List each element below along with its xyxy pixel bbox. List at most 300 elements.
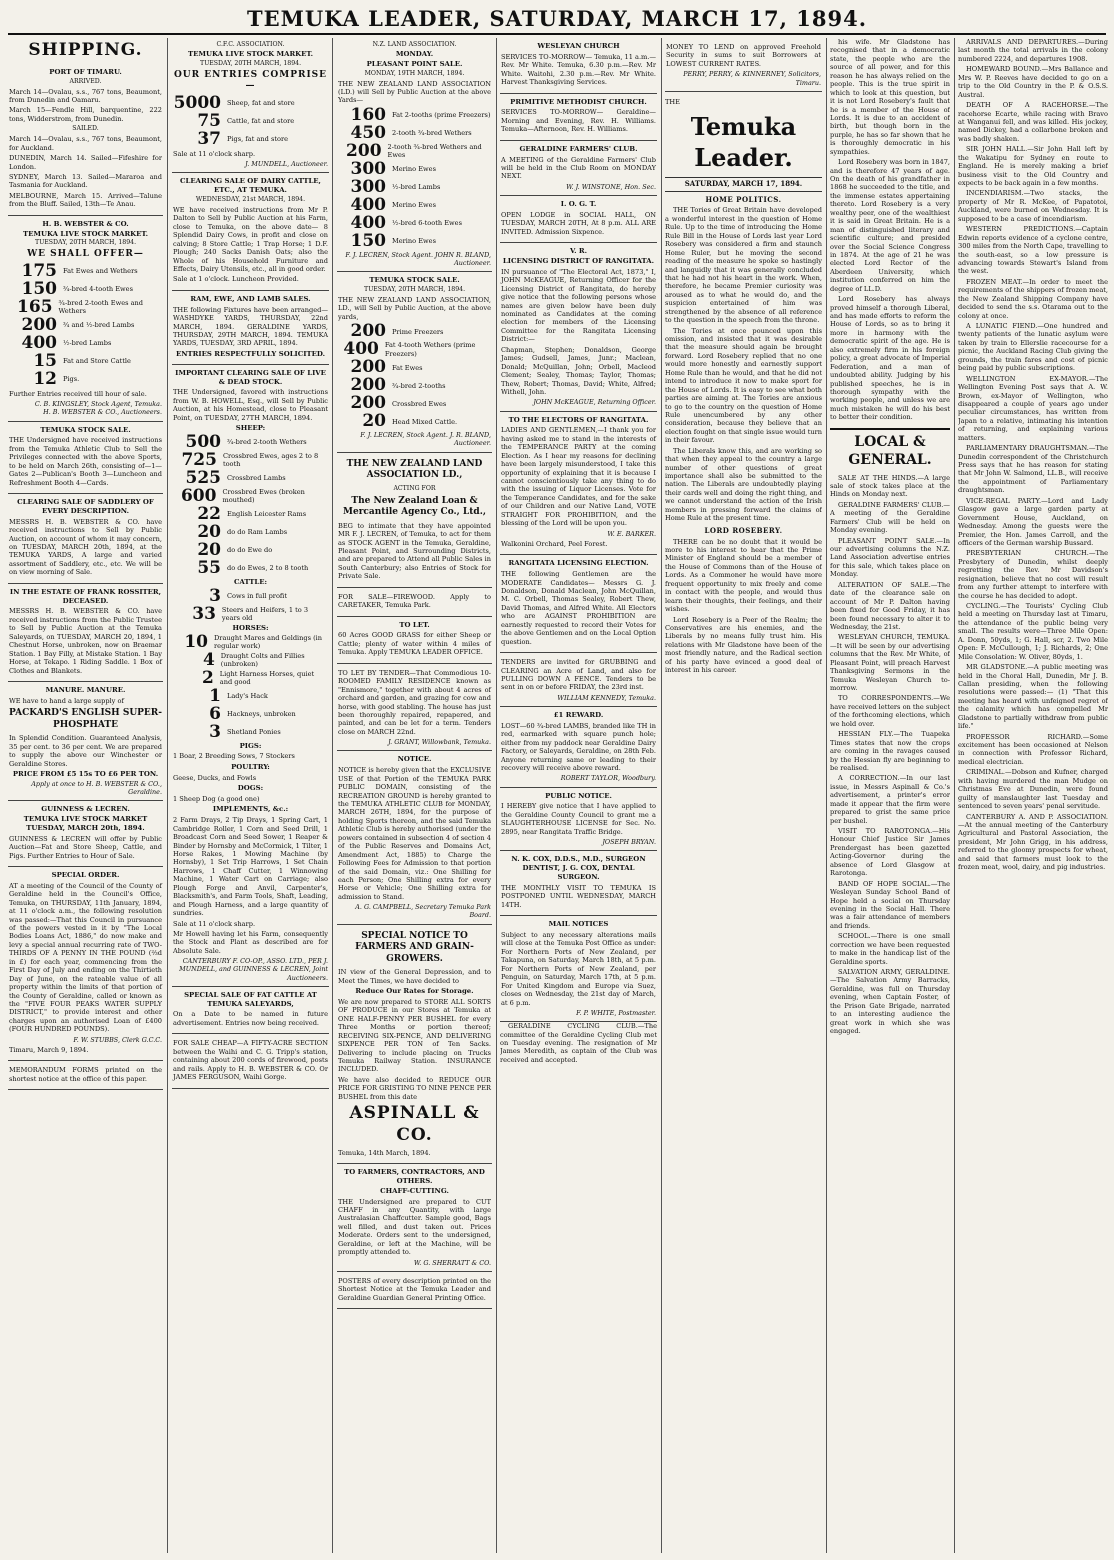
ad-body: SERVICES TO-MORROW— Geraldine—Morning and Evening, Rev. H. Williams. Temuka—Afternoon, Rev. H. Williams. bbox=[501, 108, 656, 134]
signature: JOHN McKEAGUE, Returning Officer. bbox=[533, 398, 656, 407]
lot-description: Lady's Hack bbox=[227, 691, 268, 700]
leader-the: THE bbox=[665, 97, 680, 106]
local-general-title: LOCAL & GENERAL. bbox=[830, 428, 950, 470]
lot-quantity: 500 bbox=[185, 431, 221, 452]
dairy-ad bbox=[172, 173, 329, 291]
lot-description: ¾-bred 2-tooth Wethers bbox=[227, 438, 307, 447]
lot-quantity: 200 bbox=[350, 357, 386, 378]
lot-quantity: 200 bbox=[346, 140, 382, 161]
ad-title: CLEARING SALE OF DAIRY CATTLE, ETC., AT TEMUKA. bbox=[180, 177, 321, 195]
notice-ad bbox=[337, 751, 492, 924]
arrived-label: ARRIVED. bbox=[69, 77, 102, 85]
article-paragraph: Lord Rosebery is a Peer of the Realm; the Conservatives are his enemies, and the Liberals by no means fully trust him. His relations with Mr Gladstone have been of the most friendly nature, and the Radical section of his party have evinced a good deal of interest in his career. bbox=[665, 615, 822, 675]
lot-quantity: 400 bbox=[21, 332, 57, 353]
lot-quantity: 20 bbox=[362, 411, 386, 432]
entries-note: Further Entries received till hour of sale. bbox=[9, 389, 147, 398]
reward-ad bbox=[500, 707, 657, 788]
ad-body: Subject to any necessary alterations mails will close at the Temuka Post Office as under: For Northern Ports of New Zealand, per Takapuna, on Saturday, March 18th, at 5 p.m. For Northern Ports of New Zealand, per Penguin, on Saturday, March 17th, at 5 p.m. For United Kingdom and Europe via Suez, closes on Wednesday, the 21st day of March, at 6 p.m. bbox=[501, 931, 656, 1007]
sheep-label: SHEEP: bbox=[235, 424, 266, 433]
ad-title: I. O. G. T. bbox=[560, 200, 597, 209]
ad-body: WE have received instructions from Mr P. Dalton to Sell by Public Auction at his Farm, close to Temuka, on the above date— 8 Splendid Dairy Cows, in profit and close on calving; 8 Store Cattle; 1 Trap Horse; 1 D.F. Plough; 240 Sacks Danish Oats; also the Whole of his Household Furniture and Effects, Dairy Utensils, etc., all in good order. bbox=[173, 205, 328, 274]
lot-quantity: 3 bbox=[209, 585, 221, 606]
article-paragraph: CANTERBURY A. AND P. ASSOCIATION.—At the annual meeting of the Canterbury Agricultural and Pastoral Association, the president, Mr John Grigg, in his address, referred to the gloomy prospects for wheat, and said that farmers must look to the frozen meat, wool, dairy, and pig industries. bbox=[958, 812, 1108, 872]
masthead-rule bbox=[8, 33, 1106, 35]
article-paragraph: WELLINGTON EX-MAYOR.—The Wellington Evening Post says that A. W. Brown, ex-Mayor of Wellington, who disappeared a couple of years ago under peculiar circumstances, has written from Japan to a relative, intimating his intention of returning, and explaining various matters. bbox=[958, 374, 1108, 442]
lot-quantity: 200 bbox=[21, 314, 57, 335]
article-paragraph: his wife. Mr Gladstone has recognised that in a democratic state, the people who are the source of all power, and for this reason he has always relied on the people. This is the true spirit in which to look at this question, but it is not Lord Rosebery's fault that he is a member of the House of Lords. It is due to an accident of birth, but though born in the purple, he has so far shown that he is thoroughly democratic in his sympathies. bbox=[830, 38, 950, 156]
lot-row bbox=[173, 585, 328, 606]
lot-quantity: 525 bbox=[185, 467, 221, 488]
lot-description: ¾-bred 2-tooths bbox=[392, 381, 446, 390]
market-title: TEMUKA LIVE STOCK MARKET. bbox=[22, 229, 149, 238]
ad-body: THE Undersigned have received instructions from the Temuka Athletic Club to Sell the Privileges connected with the above Sports, to be held on March 26th, consisting of—1—Gates 2—Publican's Booth 3—Luncheon and Refreshment Booth 4—Cards. bbox=[9, 436, 162, 487]
article-paragraph: ARRIVALS AND DEPARTURES.—During last month the total arrivals in the colony numbered 2224, and departures 1908. bbox=[958, 38, 1108, 63]
lot-row bbox=[338, 413, 491, 430]
lot-quantity: 200 bbox=[350, 375, 386, 396]
ad-subtitle: ACTING FOR bbox=[393, 484, 436, 492]
lot-description: Fat Ewes and Wethers bbox=[63, 267, 138, 276]
moderate-ad bbox=[500, 555, 657, 653]
article-paragraph: SIR JOHN HALL.—Sir John Hall left by the Wakatipu for Sydney en route to England. He is merely making a brief business visit to the Old Country and expects to be back again in a few months. bbox=[958, 145, 1108, 187]
lot-quantity: 400 bbox=[350, 212, 386, 233]
cycling-club-note bbox=[500, 1022, 657, 1064]
lot-description: 2-tooth ¾-bred Wethers bbox=[392, 129, 472, 138]
signature: F. W. STUBBS, Clerk G.C.C. bbox=[73, 1035, 162, 1044]
ad-title: N. K. COX, D.D.S., M.D., SURGEON DENTIST, J. G. COX, DENTAL SURGEON. bbox=[511, 855, 646, 882]
article-paragraph: Lord Rosebery has always proved himself a thorough Liberal, and has made efforts to reform the House of Lords, so as to bring it more in harmony with the democratic spirit of the age. He is also extremely firm in his foreign policy, a great advocate of Imperial Federation, and a man of undoubted ability. Judging by his published speeches, he is in thorough sympathy with the working people, and unless we are much mistaken he will do his best to better their condition. bbox=[830, 295, 950, 422]
ad-date: WEDNESDAY, 21st MARCH, 1894. bbox=[195, 196, 306, 204]
lot-list bbox=[173, 431, 328, 578]
lot-row bbox=[338, 359, 491, 376]
ad-body: THE following Gentlemen are the MODERATE Candidates— Messrs G. J. Donaldson, Donald Maclean, John McQuillan, M. C. Orbell, Thomas Sealey, Robert Thew, David Thomas, and Alfred White. All Electors who are AGAINST PROHIBITION are earnestly requested to record their Votes for the above Gentlemen and on the Local Option question. bbox=[501, 570, 656, 646]
lot-description: do do Ram Lambs bbox=[227, 528, 288, 537]
ad-title: TO THE ELECTORS OF RANGITATA. bbox=[508, 415, 649, 424]
column-5 bbox=[665, 38, 822, 1553]
ad-body: LOST—60 ¾-bred LAMBS, branded like TH in red, earmarked with square punch hole; either from my paddock near Geraldine Dairy Factory, or Saleyards, Geraldine, on 28th Feb. Anyone returning same or leading to their recovery will receive above reward. bbox=[501, 721, 656, 773]
ad-body: THE NEW ZEALAND LAND ASSOCIATION, LD., will Sell by Public Auction, at the above yards, bbox=[338, 295, 491, 321]
lot-description: Fat Ewes bbox=[392, 363, 423, 372]
lot-row bbox=[173, 539, 328, 560]
lot-description: Pigs, fat and store bbox=[227, 135, 289, 144]
article-paragraph: THERE can be no doubt that it would be more to his interest to hear that the Prime Minister of England should be a member of the House of Commons than of the House of Lords. As a Commoner he would have more frequent opportunity to mix freely and come in contact with the people, and would thus learn their thoughts, their feelings, and their wishes. bbox=[665, 537, 822, 614]
lot-row bbox=[338, 158, 491, 179]
lot-description: Merino Ewes bbox=[392, 201, 436, 210]
article-paragraph: INCENDIARISM.—Two stacks, the property of Mr R. McKee, of Papatotoi, Auckland, were burned on Wednesday. It is supposed to be a case of incendiarism. bbox=[958, 189, 1108, 223]
article-paragraph: TO CORRESPONDENTS.—We have received letters on the subject of the forthcoming elections, which we hold over. bbox=[830, 694, 950, 728]
ad-body: TO LET BY TENDER—That Commodious 10-ROOMED FAMILY RESIDENCE known as "Ennismore," together with about 4 acres of orchard and garden, and grazing for cow and horse, with good stabling. The house has just been thoroughly repaired, repapered, and painted, and can be let for a term. Tenders close on MARCH 22nd. bbox=[338, 668, 491, 736]
money-ad bbox=[665, 38, 822, 92]
lot-row bbox=[173, 721, 328, 742]
lot-description: do do Ewe do bbox=[227, 546, 273, 555]
ad-header: N.Z. LAND ASSOCIATION. bbox=[372, 41, 457, 48]
lot-description: Merino Ewes bbox=[392, 237, 436, 246]
port-title: PORT OF TIMARU. bbox=[49, 67, 122, 76]
lot-row bbox=[338, 341, 491, 358]
lot-description: English Leicester Rams bbox=[227, 510, 307, 519]
ad-body: TENDERS are invited for GRUBBING and CLEARING an Acre of Land, and also for PULLING DOWN A FENCE. Tenders to be sent in on or before FRIDAY, the 23rd inst. bbox=[501, 658, 656, 692]
article-paragraph: MR GLADSTONE.—A public meeting was held in the Choral Hall, Dunedin, Mr J. B. Callan presiding, when the following resolutions were passed:— (1) "That this meeting has heard with unfeigned regret of the calamity which has compelled Mr Gladstone to partially withdraw from public life." bbox=[958, 663, 1108, 731]
ad-title: CHAFF-CUTTING. bbox=[380, 1186, 449, 1195]
packard-title: PACKARD'S ENGLISH SUPER-PHOSPHATE bbox=[9, 708, 163, 730]
article-paragraph: PROFESSOR RICHARD.—Some excitement has been occasioned at Nelson in connection with Professor Richard, medical electrician. bbox=[958, 732, 1108, 766]
temuka-stock-sale-ad bbox=[337, 272, 492, 452]
column-divider bbox=[332, 38, 333, 1553]
cattle-label: CATTLE: bbox=[233, 577, 268, 586]
column-3 bbox=[337, 38, 492, 1553]
column-6 bbox=[830, 38, 950, 1553]
lot-description: Merino Ewes bbox=[392, 165, 436, 174]
article-paragraph: ALTERATION OF SALE.—The date of the clearance sale on account of Mr P. Dalton having been fixed for Good Friday, it has been found necessary to alter it to Wednesday, the 21st. bbox=[830, 580, 950, 631]
ad-body: WE have to hand a large supply of bbox=[9, 696, 124, 705]
masthead-title: TEMUKA LEADER, SATURDAY, MARCH 17, 1894. bbox=[246, 6, 868, 31]
signature: JOSEPH BRYAN. bbox=[602, 838, 656, 847]
lot-quantity: 1 bbox=[209, 685, 221, 706]
farmers-club-ad bbox=[500, 141, 657, 196]
column-divider bbox=[954, 38, 955, 1553]
signature: J. GRANT, Willowbank, Temuka. bbox=[388, 738, 491, 747]
dentist-ad bbox=[500, 851, 657, 916]
iogt-ad bbox=[500, 196, 657, 243]
signature: PERRY, PERRY, & KINNERNEY, Solicitors, Timaru. bbox=[683, 70, 821, 87]
lot-description: Draught Colts and Fillies (unbroken) bbox=[220, 651, 305, 669]
rosebery-continued bbox=[830, 38, 950, 422]
ad-body: Walkonini Orchard, Peel Forest. bbox=[501, 539, 608, 548]
lot-quantity: 400 bbox=[350, 194, 386, 215]
article-paragraph: BAND OF HOPE SOCIAL.—The Wesleyan Sunday School Band of Hope held a social on Thursday evening in the Social Hall. There was a fair attendance of members and friends. bbox=[830, 879, 950, 930]
lot-list bbox=[338, 104, 491, 251]
article-paragraph: CRIMINAL.—Dobson and Kufner, charged with having murdered the man Mudge on Christmas Eve at Dunedin, were found guilty of manslaughter last Tuesday and sentenced to seven years' penal servitude. bbox=[958, 768, 1108, 811]
to-let-ad bbox=[337, 617, 492, 664]
lot-quantity: 200 bbox=[350, 321, 386, 342]
ad-banner: GUINNESS & LECREN. bbox=[41, 805, 130, 814]
ad-date: Timaru, March 9, 1894. bbox=[9, 1045, 89, 1054]
ad-body: THE MONTHLY VISIT TO TEMUKA IS POSTPONED UNTIL WEDNESDAY, MARCH 14TH. bbox=[501, 883, 656, 909]
article-paragraph: VICE-REGAL PARTY.—Lord and Lady Glasgow gave a large garden party at Government House, Auckland, on Wednesday. Among the guests were the Premier, the Hon. James Carroll, and the officers of the German warship Bussard. bbox=[958, 496, 1108, 547]
lot-description: Fat 4-tooth Wethers (prime Freezers) bbox=[384, 341, 476, 358]
article-paragraph: Lord Rosebery was born in 1847, and is therefore 47 years of age. On the death of his grandfather in 1868 he succeeded to the title, and the immense estates appertaining thereto. Lord Rosebery is a very wealthy peer, one of the wealthiest it is said in Great Britain. He is a man of distinguished literary and scientific culture; and presided over the Social Science Congress in 1874. At the age of 21 he was elected Lord Rector of the Aberdeen University, which institution conferred on him the degree of LL.D. bbox=[830, 158, 950, 293]
ad-body: We are now prepared to STORE ALL SORTS OF PRODUCE in our Stores at Temuka at ONE HALF-PENNY PER BUSHEL for every Three Months or portion thereof; RECEIVING SIX-PENCE, AND DELIVERING SIXPENCE PER TON of Ten Sacks. Delivering to include placing on Trucks Temuka Railway Station. INSURANCE INCLUDED. bbox=[338, 997, 491, 1074]
ad-body: 1 Boar, 2 Breeding Sows, 7 Stockers bbox=[173, 752, 295, 761]
ad-body: AT a meeting of the Council of the County of Geraldine held in the Council's Office, Temuka, on THURSDAY, 11th January, 1894, at 11 o'clock a.m., the following resolution was passed:—That this Council in pursuance of the powers vested in it by "The Local Bodies Loans Act, 1886," do now make and levy a special annual recurring rate of TWO-THIRDS OF A PENNY IN THE POUND (⅔d in £) for each year, commencing from the First Day of July and ending on the Thirtieth Day of June, on the rateable value of all property within the limits of that portion of the County of Geraldine, called or known as the "FIVE FOUR PEAKS WATER SUPPLY DISTRICT," to provide interest and other charges upon an authorised Loan of £400 (FOUR HUNDRED POUNDS). bbox=[9, 881, 162, 1034]
ad-body: Sale at 11 o'clock sharp. bbox=[173, 149, 256, 158]
lot-description: Fat and Store Cattle bbox=[63, 357, 131, 366]
lot-description: ¾-bred 2-tooth Ewes and Wethers bbox=[58, 298, 144, 316]
cfc-market-ad bbox=[172, 38, 329, 173]
lot-description: Head Mixed Cattle. bbox=[392, 417, 458, 426]
memo-ad bbox=[8, 1061, 163, 1090]
ad-title: The New Zealand Loan & Mercantile Agency Co., Ltd., bbox=[343, 495, 486, 518]
lot-list bbox=[173, 585, 328, 624]
lot-quantity: 2 bbox=[201, 667, 214, 688]
lot-list bbox=[338, 323, 491, 430]
ad-title: NOTICE. bbox=[397, 755, 432, 764]
lot-description: Shetland Ponies bbox=[227, 727, 281, 736]
lot-quantity: 200 bbox=[350, 393, 386, 414]
article-paragraph: CYCLING.—The Tourists' Cycling Club held a meeting on Thursday last at Timaru, the attendance of the public being very small. The results were—Three Mile Open: A. Donn, 50yds, 1; G. Hall, scr, 2. Two Mile Open: F. McCullough, 1; J. Richards, 2; One Mile Consolation: W. Oliver, 80yds, 1. bbox=[958, 602, 1108, 661]
lot-row bbox=[173, 485, 328, 506]
article-title: LORD ROSEBERY. bbox=[704, 525, 783, 535]
posters-ad bbox=[337, 1272, 492, 1309]
dogs-label: DOGS: bbox=[237, 784, 264, 793]
lot-quantity: 5000 bbox=[173, 92, 221, 113]
arrival-entry: March 15—Fendle Hill, barquentine, 222 tons, Widderstrom, from Dunedin. bbox=[9, 106, 162, 123]
ram-ad bbox=[172, 291, 329, 365]
lot-description: ¾ and ½-bred Lambs bbox=[63, 321, 135, 330]
ad-body: 1 Sheep Dog (a good one) bbox=[173, 794, 260, 803]
public-notice-ad bbox=[500, 788, 657, 852]
lot-row bbox=[338, 122, 491, 143]
ad-body: IN view of the General Depression, and to Meet the Times, we have decided to bbox=[338, 968, 491, 985]
article-paragraph: The Tories at once pounced upon this omission, and insisted that it was desirable that the measure should again be brought forward. Lord Rosebery replied that no one would more honestly and earnestly support Home Rule than he would, and that he did not intend to introduce it now to make sport for the House of Lords. It is easy to see what both parties are aiming at. The Tories are anxious to go to the country on the question of Home Rule unencumbered by any other consideration, because they believe that an election fought on that single issue would turn in their favour. bbox=[665, 326, 822, 445]
lot-description: Light Harness Horses, quiet and good bbox=[219, 669, 315, 687]
signature: CANTERBURY F. CO-OP., ASSO. LTD., PER J. MUNDELL, and GUINNESS & LECREN, Joint Auctioneers. bbox=[179, 957, 328, 982]
leader-date: SATURDAY, MARCH 17, 1894. bbox=[665, 177, 822, 192]
price-line: PRICE FROM £5 15s TO £6 PER TON. bbox=[12, 770, 159, 778]
implements-label: IMPLEMENTS, &c.: bbox=[212, 805, 289, 814]
ad-body: IN pursuance of "The Electoral Act, 1873," I, JOHN McKEAGUE, Returning Officer for the Licensing District of Rangitata, do hereby give notice that the following persons whose names are given below have been duly nominated as Candidates at the coming election for members of the Licensing Committee for the Rangitata Licensing District:— bbox=[501, 267, 656, 344]
ad-body: A MEETING of the Geraldine Farmers' Club will be held in the Club Room on MONDAY NEXT. bbox=[501, 155, 656, 181]
lot-row bbox=[173, 467, 328, 488]
lot-description: Pigs. bbox=[63, 375, 80, 384]
lot-row bbox=[338, 176, 491, 197]
aspinall-ad bbox=[337, 925, 492, 1164]
tenders-ad bbox=[500, 653, 657, 707]
signature: ROBERT TAYLOR, Woodbury. bbox=[560, 774, 656, 783]
ad-body: GUINNESS & LECREN will offer by Public Auction—Fat and Store Sheep, Cattle, and Pigs. Further Entries to Hour of Sale. bbox=[9, 834, 162, 860]
signature: A. G. CAMPBELL, Secretary Temuka Park Board. bbox=[355, 903, 491, 920]
lot-description: Fat 2-tooths (prime Freezers) bbox=[392, 111, 491, 120]
aspinall-title: ASPINALL & CO. bbox=[349, 1103, 480, 1145]
lot-quantity: 22 bbox=[197, 503, 221, 524]
chaff-ad bbox=[337, 1164, 492, 1272]
signature: F. J. LECREN, Stock Agent. J. R. BLAND, Auctioneer. bbox=[360, 431, 491, 448]
tender-ad bbox=[337, 664, 492, 752]
lot-row bbox=[9, 350, 162, 371]
lot-description: ½-bred 6-tooth Ewes bbox=[392, 219, 462, 228]
ad-title: MONDAY. bbox=[395, 49, 434, 58]
article-paragraph: THE Tories of Great Britain have developed a wonderful interest in the question of Home Rule. Up to the time of introducing the Home Rule Bill in the House of Lords last year Lord Rosebery was considered a firm and staunch Home Ruler, but he moving the second reading of the measure he spoke so hastingly and languidly that it was generally concluded that he had not his heart in the work. When, therefore, he became Premier curiosity was aroused as to what he would do, and the suspicion entertained of him was strengthened by the absence of all reference to the question in the speech from the throne. bbox=[665, 206, 822, 325]
lot-description: ½-bred Lambs bbox=[63, 339, 112, 348]
poultry-label: POULTRY: bbox=[231, 762, 270, 771]
webster-banner: H. B. WEBSTER & CO. bbox=[42, 219, 129, 228]
sailed-label: SAILED. bbox=[72, 125, 99, 133]
lot-quantity: 160 bbox=[350, 104, 386, 125]
article-paragraph: A LUNATIC FIEND.—One hundred and twenty patients of the lunatic asylum were taken by train to Ellerslie racecourse for a picnic, the Auckland Racing Club giving the grounds, the train fares and cost of picnic being paid by public subscriptions. bbox=[958, 322, 1108, 373]
lot-row bbox=[173, 667, 328, 688]
lot-quantity: 3 bbox=[209, 721, 221, 742]
lot-quantity: 20 bbox=[197, 539, 221, 560]
lot-list bbox=[9, 260, 162, 389]
lot-row bbox=[173, 503, 328, 524]
lot-quantity: 33 bbox=[192, 603, 216, 624]
article-paragraph: The Liberals know this, and are working so that when they appeal to the country a large number of other questions of great importance shall also be submitted to the nation. The Liberals are undoubtedly playing their cards well and doing the right thing, and we cannot understand the action of the Irish members in pressing forward the claims of Home Rule at the present time. bbox=[665, 446, 822, 523]
lot-row bbox=[173, 703, 328, 724]
horses-label: HORSES: bbox=[232, 623, 269, 632]
ad-title: TO LET. bbox=[399, 620, 430, 629]
ad-body: THE Undersigned are prepared to CUT CHAFF in any Quantity, with large Australasian Chaffcutter. Sample good, Bags well filled, and dust taken out. Prices Moderate. Orders sent to the undersigned, Geraldine, or left at the Machine, will be promptly attended to. bbox=[338, 1197, 491, 1257]
article-paragraph: PLEASANT POINT SALE.—In our advertising columns the N.Z. Land Association advertise entries for this sale, which takes place on Monday. bbox=[830, 536, 950, 579]
lot-description: Crossbred Ewes, ages 2 to 8 tooth bbox=[222, 452, 319, 469]
for-sale-ad bbox=[172, 1034, 329, 1088]
ad-title: THE NEW ZEALAND LAND ASSOCIATION LD., bbox=[346, 458, 483, 481]
ad-body: POSTERS of every description printed on the Shortest Notice at the Temuka Leader and Geraldine Guardian General Printing Office. bbox=[338, 1276, 491, 1302]
lot-row bbox=[173, 431, 328, 452]
ad-body: BEG to intimate that they have appointed MR F. J. LECREN, of Temuka, to act for them as STOCK AGENT in the Temuka, Geraldine, Pleasant Point, and Surrounding Districts, and are prepared to Attend all Public Sales in South Canterbury; also Entries of Stock for Private Sale. bbox=[338, 521, 491, 581]
fat-cattle-ad bbox=[172, 987, 329, 1035]
lot-row bbox=[173, 685, 328, 706]
manure-ad bbox=[8, 682, 163, 801]
lot-description: ½-bred Lambs bbox=[392, 183, 441, 192]
signature: W. E. BARKER. bbox=[607, 529, 656, 538]
lot-quantity: 37 bbox=[197, 128, 221, 149]
mail-notices bbox=[500, 916, 657, 1022]
ad-body: OPEN LODGE in SOCIAL HALL, ON TUESDAY, MARCH 20TH, At 8 p.m. ALL ARE INVITED. Admission Sixpence. bbox=[501, 210, 656, 236]
ad-date: MONDAY, 19TH MARCH, 1894. bbox=[364, 69, 465, 77]
ad-title: TO FARMERS, CONTRACTORS, AND OTHERS. bbox=[344, 1168, 485, 1185]
lot-quantity: 20 bbox=[197, 521, 221, 542]
ad-body: In Splendid Condition. Guaranteed Analysis, 35 per cent. to 36 per cent. We are prepared to supply the above our Winchester or Geraldine Stores. bbox=[9, 734, 162, 768]
ad-body: MESSRS H. B. WEBSTER & CO. have received instructions from the Public Trustee to Sell by Public Auction at the Temuka Saleyards, on TUESDAY, MARCH 20, 1894, 1 Chestnut Horse, unbroken, now on Braemar Station. 1 Bay Filly, at Mistake Station. 1 Bay Horse, at Tekapo. 1 Riding Saddle. 1 Box of Clothes and Blankets. bbox=[9, 607, 162, 675]
article-paragraph: SALVATION ARMY, GERALDINE.—The Salvation Army Barracks, Geraldine, was full on Thursday evening, when Captain Foster, of the Prison Gate Brigade, narrated to an interesting audience the great work in which she was engaged. bbox=[830, 968, 950, 1036]
lot-description: 2-tooth ¾-bred Wethers and Ewes bbox=[387, 142, 482, 160]
ad-header: C.F.C. ASSOCIATION. bbox=[216, 41, 285, 48]
signature: Apply at once to H. B. WEBSTER & CO., Geraldine. bbox=[31, 779, 162, 797]
lot-description: do do Ewes, 2 to 8 tooth bbox=[227, 564, 309, 573]
ad-title: IN THE ESTATE OF FRANK ROSSITER, DECEASED. bbox=[9, 587, 162, 605]
lot-row bbox=[173, 603, 328, 624]
important-sale-ad bbox=[172, 365, 329, 987]
lot-description: Crossbred Lambs bbox=[227, 474, 286, 483]
lot-description: Prime Freezers bbox=[392, 327, 444, 336]
ad-body: Geese, Ducks, and Fowls bbox=[173, 773, 257, 782]
lot-row bbox=[338, 323, 491, 340]
lot-description: Hackneys, unbroken bbox=[227, 709, 296, 718]
lot-quantity: 15 bbox=[33, 350, 57, 371]
ad-body: MESSRS H. B. WEBSTER & CO. have received instructions to Sell by Public Auction, on account of whom it may concern, on TUESDAY, MARCH 20th, 1894, at the TEMUKA YARDS, A large and varied assortment of Saddlery, etc., etc. We will be on view morning of Sale. bbox=[9, 517, 162, 577]
lot-row bbox=[9, 314, 162, 335]
ad-title: GERALDINE FARMERS' CLUB. bbox=[519, 144, 638, 153]
entries-solicited: ENTRIES RESPECTFULLY SOLICITED. bbox=[176, 349, 325, 358]
ad-title: Reduce Our Rates for Storage. bbox=[355, 987, 474, 996]
pigs-label: PIGS: bbox=[239, 741, 262, 750]
lot-quantity: 4 bbox=[202, 649, 215, 670]
ad-date: TUESDAY, 20TH MARCH, 1894. bbox=[199, 59, 302, 67]
signature: WILLIAM KENNEDY, Temuka. bbox=[557, 693, 656, 702]
ad-title: SPECIAL ORDER. bbox=[51, 871, 120, 879]
ad-date: Temuka, 14th March, 1894. bbox=[338, 1148, 431, 1157]
article-paragraph: GERALDINE FARMERS' CLUB.—A meeting of the Geraldine Farmers' Club will be held on Monday evening. bbox=[830, 500, 950, 535]
lot-row bbox=[338, 395, 491, 412]
column-divider bbox=[661, 38, 662, 1553]
ad-body: FOR SALE—FIREWOOD. Apply to CARETAKER, Temuka Park. bbox=[338, 592, 491, 610]
wesleyan-ad bbox=[500, 38, 657, 94]
lot-description: Draught Mares and Geldings (in regular work) bbox=[214, 633, 323, 651]
candidate-list: Chapman, Stephen; Donaldson, George James; Gudsell, James, Junr.; Maclean, Donald; McQuillan, John; Orbell, Macleod Clement; Sealey, Thomas; Taylor, Thomas; Thew, Robert; Thomas, David; White, Alfred; Withell, John. bbox=[501, 345, 656, 396]
ad-header: V. R. bbox=[569, 247, 588, 256]
column-divider bbox=[167, 38, 168, 1553]
lot-row bbox=[9, 260, 162, 281]
lot-row bbox=[338, 140, 491, 161]
guinness-ad bbox=[8, 801, 163, 867]
signature: F. P. WHITE, Postmaster. bbox=[576, 1008, 656, 1017]
article-title: HOME POLITICS. bbox=[705, 194, 782, 204]
article-paragraph: HOMEWARD BOUND.—Mrs Ballance and Mrs W. P. Reeves have decided to go on a trip to the Old Country in the P. & O.S.S. Austral. bbox=[958, 65, 1108, 99]
licensing-ad bbox=[500, 243, 657, 411]
ad-body: THE following Fixtures have been arranged— WASHDYKE YARDS, THURSDAY, 22nd MARCH, 1894. GERALDINE YARDS, THURSDAY, 29TH MARCH, 1894. TEMUKA YARDS, TUESDAY, 3RD APRIL, 1894. bbox=[173, 305, 328, 348]
column-1 bbox=[8, 38, 163, 1553]
article-paragraph: DEATH OF A RACEHORSE.—The racehorse Ecarte, while racing with Bravo at Wanganui fell, and was killed. His jockey, named Dickey, had a collarbone broken and was badly shaken. bbox=[958, 101, 1108, 143]
shipping-section bbox=[8, 64, 163, 216]
ad-title: £1 REWARD. bbox=[553, 711, 604, 719]
article-paragraph: VISIT TO RAROTONGA.—His Honour Chief Justice Sir James Prendergast has been gazetted Acting-Governor during the absence of Lord Glasgow at Rarotonga. bbox=[830, 827, 950, 878]
ad-body: FOR SALE CHEAP—A FIFTY-ACRE SECTION between the Waihi and C. G. Tripp's station, containing about 200 cords of firewood, posts and rails. Apply to H. B. WEBSTER & CO. Or JAMES FERGUSON, Waihi Gorge. bbox=[173, 1039, 328, 1082]
ad-title: SPECIAL NOTICE TO FARMERS AND GRAIN-GROWERS. bbox=[355, 930, 474, 964]
ad-title: MAIL NOTICES bbox=[548, 920, 609, 929]
entries-comprise: OUR ENTRIES COMPRISE— bbox=[173, 69, 328, 92]
ad-title: RAM, EWE, AND LAMB SALES. bbox=[190, 294, 311, 303]
ad-title: PLEASANT POINT SALE. bbox=[366, 59, 463, 68]
ad-body: Mr Howell having let his Farm, consequently the Stock and Plant as described are for Absolute Sale. bbox=[173, 929, 328, 955]
ad-body: NOTICE is hereby given that the EXCLUSIVE USE of that Portion of the TEMUKA PARK PUBLIC DOMAIN, consisting of the RECREATION GROUND is hereby granted to the TEMUKA ATHLETIC CLUB for MONDAY, MARCH 26TH, 1894, for the purpose of holding Sports thereon, and the said Temuka Athletic Club is hereby authorised (under the powers contained in subsection 4 of section 4 of the Public Reserves and Domains Act, Amendment Act, 1885) to Charge the Following Fees for Admission to that portion of the said Domain, viz.: One Shilling for each Person; One Shilling extra for every Horse or Vehicle; One Shilling extra for admission to Stand. bbox=[338, 766, 491, 901]
lot-description: Crossbred Ewes bbox=[392, 399, 447, 408]
column-divider bbox=[826, 38, 827, 1553]
lot-row bbox=[173, 521, 328, 542]
lot-quantity: 10 bbox=[184, 631, 209, 652]
market-date: TUESDAY, 20TH MARCH, 1894. bbox=[34, 239, 137, 247]
lot-description: Crossbred Ewes (broken mouthed) bbox=[222, 488, 305, 505]
webster-stock-market-ad bbox=[8, 216, 163, 422]
rosebery-article bbox=[665, 527, 822, 675]
lot-row bbox=[9, 368, 162, 389]
lot-row bbox=[173, 631, 328, 652]
column-divider bbox=[496, 38, 497, 1553]
article-paragraph: PARLIAMENTARY DRAUGHTSMAN.—The Dunedin correspondent of the Christchurch Press says that he has reason for stating that Mr John W. Salmond, LL.B., will receive the appointment of Parliamentary draughtsman. bbox=[958, 444, 1108, 495]
clearing-sale-ad bbox=[8, 494, 163, 584]
lot-row bbox=[173, 557, 328, 578]
signature: F. J. LECREN, Stock Agent. JOHN R. BLAND, Auctioneer. bbox=[345, 250, 491, 268]
lot-list bbox=[173, 631, 328, 742]
lot-quantity: 55 bbox=[197, 557, 221, 578]
shipping-title: SHIPPING. bbox=[28, 40, 143, 60]
ad-title: CLEARING SALE OF SADDLERY OF EVERY DESCRIPTION. bbox=[17, 498, 154, 515]
ad-body: I HEREBY give notice that I have applied to the Geraldine County Council to grant me a SLAUGHTERHOUSE LICENSE for Sec. No. 2895, near Rangitata Traffic Bridge. bbox=[501, 802, 656, 836]
article-paragraph: A CORRECTION.—In our last issue, in Messrs Aspinall & Co.'s advertisement, a printer's error made it appear that the firm were prepared to grist the same price per bushel. bbox=[830, 774, 950, 825]
ad-title: PRIMITIVE METHODIST CHURCH. bbox=[510, 97, 647, 106]
stock-sale-ad bbox=[8, 422, 163, 494]
ad-title: RANGITATA LICENSING ELECTION. bbox=[508, 559, 649, 568]
ad-body: LADIES AND GENTLEMEN,—I thank you for having asked me to stand in the interests of the TEMPERANCE PARTY at the coming Election. As I hear my reasons for declining have been largely misunderstood, I take this opportunity of explaining that it is because I cannot conscientiously take any thing to do with the issuing of Liquor Licenses. Vote for the Temperance Candidates, and for the sake of our Children and our Native Land, VOTE STRAIGHT FOR PROHIBITION, and the blessing of the Lord will be upon you. bbox=[501, 426, 656, 528]
lot-row bbox=[173, 128, 328, 149]
lot-quantity: 6 bbox=[209, 703, 221, 724]
column-4 bbox=[500, 38, 657, 1553]
local-general-items bbox=[830, 474, 950, 1036]
article-paragraph: SALE AT THE HINDS.—A large sale of stock takes place at the Hinds on Monday next. bbox=[830, 473, 950, 499]
news-items bbox=[958, 38, 1108, 872]
lot-description: ¾-bred 4-tooth Ewes bbox=[63, 285, 133, 294]
lot-quantity: 175 bbox=[21, 260, 57, 281]
lot-quantity: 300 bbox=[350, 176, 386, 197]
lot-quantity: 150 bbox=[21, 278, 57, 299]
lot-quantity: 75 bbox=[197, 110, 221, 131]
electors-ad bbox=[500, 412, 657, 556]
ad-title: IMPORTANT CLEARING SALE OF LIVE & DEAD STOCK. bbox=[175, 368, 326, 386]
lot-quantity: 300 bbox=[350, 158, 386, 179]
lot-row bbox=[173, 92, 328, 113]
signature: H. B. WEBSTER & CO., Auctioneers. bbox=[43, 408, 162, 417]
ad-body: THE Undersigned, favored with instructions from W. B. HOWELL, Esq., will Sell by Public Auction, at his Homestead, close to Pleasant Point, on TUESDAY, 27TH MARCH, 1894. bbox=[173, 388, 328, 422]
lot-row bbox=[9, 332, 162, 353]
ad-title: LICENSING DISTRICT OF RANGITATA. bbox=[502, 257, 655, 266]
